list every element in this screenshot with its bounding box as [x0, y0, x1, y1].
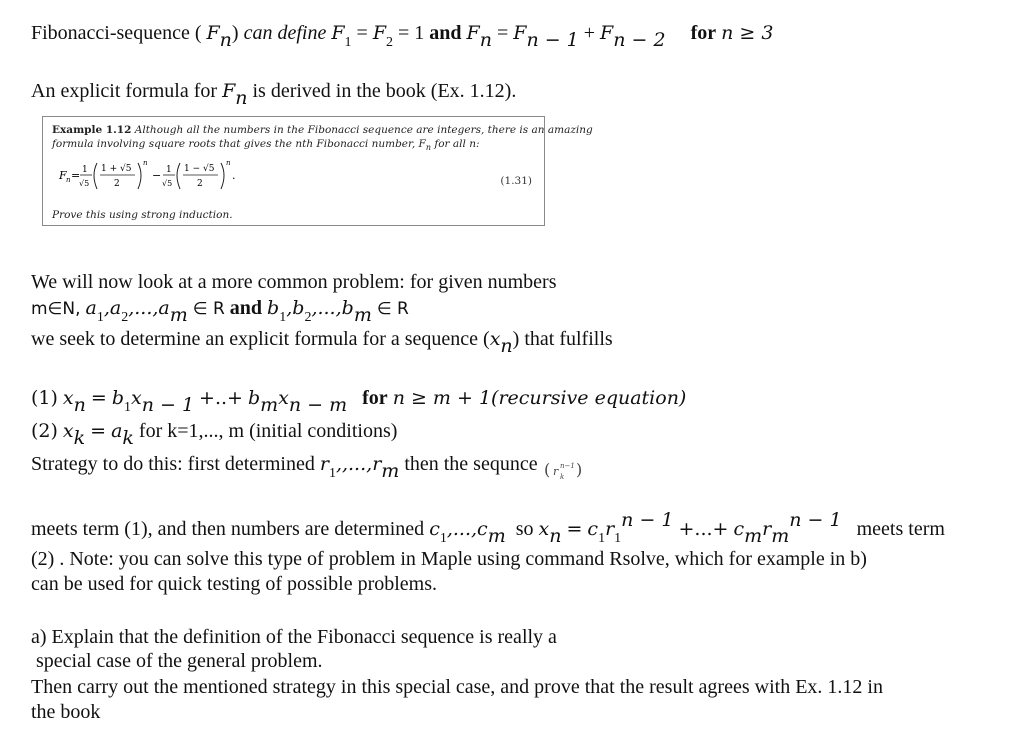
b-symbol-m: b — [341, 297, 354, 319]
para1-x-sub-n: n — [500, 335, 513, 357]
eq1-x: x — [62, 387, 74, 409]
svg-text:1: 1 — [82, 165, 88, 175]
strategy-rm: r — [372, 453, 382, 475]
eq2-number: (2) — [31, 420, 58, 442]
para1-and: and — [229, 297, 263, 319]
b-sub-m: m — [353, 304, 372, 326]
eq1-note: (recursive equation) — [491, 387, 687, 409]
para2-equals: = — [566, 518, 583, 540]
explicit-formula-line — [31, 80, 517, 109]
para2-line2: (2) . Note: you can solve this type of problem in Maple using command Rsolve, which for example in b) — [31, 548, 867, 570]
svg-text:n: n — [226, 159, 231, 167]
eq1-x-n-1: x — [130, 387, 142, 409]
binet-formula — [57, 157, 297, 197]
equation-1: (1) xn = $b_1xn - 1$ +..+ bmxn − m for n ≥ m + 1(recursive equation) — [31, 387, 687, 416]
eq2-sub-k: k — [73, 427, 86, 449]
fib-sub-n-1: n − 1 — [526, 29, 579, 51]
fibonacci-definition-line — [31, 22, 774, 51]
part-a-line4: the book — [31, 701, 101, 723]
strategy-r1: r — [319, 453, 329, 475]
a-sub-2: 2 — [121, 310, 129, 325]
equation-2 — [31, 420, 398, 449]
para2-meets: meets term (1), and then numbers are determined — [31, 518, 425, 540]
part-a-line1: a) Explain that the definition of the Fibonacci sequence is really a — [31, 626, 557, 648]
b-symbol: b — [267, 297, 280, 319]
explicit-n: n — [235, 87, 248, 109]
svg-text:n: n — [66, 176, 71, 184]
svg-text:): ) — [576, 460, 583, 479]
svg-text:1 + √5: 1 + √5 — [101, 164, 132, 174]
svg-text:2: 2 — [197, 179, 203, 189]
fib-F2: F — [372, 22, 386, 44]
a-symbol-m: a — [158, 297, 170, 319]
strategy-text: Strategy to do this: first determined — [31, 453, 315, 475]
example-header — [52, 124, 593, 136]
svg-text:F: F — [59, 169, 67, 182]
para1-line2: m∈N, $a_1,a_2,...,am$ ∈ R and $b_1,b_2,...,bm$ ∈ R — [31, 297, 409, 326]
eq2-rest: for k=1,..., m (initial conditions) — [138, 420, 398, 442]
svg-text:√5: √5 — [162, 179, 173, 188]
fib-prefix: Fibonacci-sequence ( — [31, 22, 202, 44]
eq1-x-n-m: x — [278, 387, 289, 409]
example-label: Example 1.12 — [52, 124, 132, 136]
eq1-b1: b — [111, 387, 124, 409]
svg-text:=: = — [71, 169, 81, 182]
fib-eq1: = — [356, 22, 368, 44]
svg-text:2: 2 — [114, 179, 120, 189]
para2-plusdots: +...+ — [678, 518, 729, 540]
para2-cm: c — [477, 518, 488, 540]
b-symbol-2: b — [292, 297, 305, 319]
svg-text:1 − √5: 1 − √5 — [184, 164, 215, 174]
fib-eq3: = — [496, 22, 509, 44]
svg-text:1: 1 — [166, 165, 172, 175]
part-a-line2: special case of the general problem. — [36, 650, 323, 672]
example-1-12-box — [42, 116, 593, 226]
eq1-bm: b — [247, 387, 261, 409]
eq2-a-sub-k: k — [122, 427, 134, 449]
para1-line3b: ) that fulfills — [512, 328, 613, 350]
para2-line3: can be used for quick testing of possible problems. — [31, 573, 438, 595]
fib-eq2: = 1 — [398, 22, 425, 44]
r-k-n-minus-1-symbol — [542, 457, 622, 483]
eq2-equals: = — [90, 420, 107, 442]
fib-close-paren: ) — [231, 22, 239, 44]
explicit-rest: is derived in the book (Ex. 1.12). — [252, 80, 517, 102]
eq1-plus-dots: +..+ — [199, 387, 243, 409]
strategy-line: Strategy to do this: first determined $r_1,,...,rm$ then the sequnce — [31, 453, 538, 482]
eq1-condition: n ≥ m + 1 — [392, 387, 492, 409]
explicit-F: F — [222, 80, 236, 102]
eq2-x: x — [62, 420, 74, 442]
para1-line1: We will now look at a more common problem: for given numbers — [31, 271, 557, 293]
fib-plus: + — [583, 22, 596, 44]
svg-text:n: n — [143, 159, 148, 167]
example-text-line2 — [52, 138, 480, 152]
fib-Fn: F — [466, 22, 480, 44]
eq2-a: a — [111, 420, 123, 442]
a-symbol: a — [85, 297, 97, 319]
a-sub-m: m — [169, 304, 188, 326]
para2-c1: c — [429, 518, 440, 540]
a-in-R: ∈ R — [192, 299, 225, 319]
fib-n-subscript: n — [219, 29, 232, 51]
fib-Fn2: F — [600, 22, 614, 44]
a-symbol-2: a — [109, 297, 122, 319]
b-sub-1: 1 — [279, 310, 287, 325]
eq1-number: (1) — [31, 387, 58, 409]
para1-line3 — [31, 328, 613, 357]
svg-text:−: − — [152, 169, 162, 182]
svg-text:r: r — [553, 465, 559, 478]
eq1-for: for — [362, 387, 388, 409]
svg-text:.: . — [232, 169, 236, 182]
example-footer: Prove this using strong induction. — [52, 209, 233, 221]
para2-x: x — [538, 518, 550, 540]
svg-text:n−1: n−1 — [560, 462, 575, 470]
fib-and: and — [429, 22, 462, 44]
eq1-equals: = — [90, 387, 107, 409]
para2-so: so — [515, 518, 534, 540]
strategy-dots: ,,..., — [335, 453, 373, 475]
svg-text:(: ( — [544, 460, 551, 479]
fib-condition: n ≥ 3 — [721, 22, 774, 44]
para1-x: x — [489, 328, 501, 350]
fib-sub-2: 2 — [386, 35, 393, 50]
fib-sub-1: 1 — [344, 35, 352, 50]
example-text2: formula involving square roots that gives the nth Fibonacci number, F — [52, 138, 426, 150]
m-in-N: m∈N, — [31, 299, 81, 319]
fib-for: for — [690, 22, 717, 44]
example-text-line1: Although all the numbers in the Fibonacci sequence are integers, there is an amazing — [134, 124, 593, 136]
fib-can-define: can define — [243, 22, 327, 44]
explicit-formula-text: An explicit formula for — [31, 80, 218, 102]
svg-text:√5: √5 — [79, 179, 90, 188]
para2-meets-term: meets term — [856, 518, 945, 540]
example-equation-number: (1.31) — [500, 175, 532, 187]
fib-F-symbol: F — [206, 22, 220, 44]
fib-Fn1: F — [513, 22, 527, 44]
fib-sub-n-2: n − 2 — [613, 29, 666, 51]
fib-sub-n: n — [479, 29, 492, 51]
para1-line3a: we seek to determine an explicit formula for a sequence ( — [31, 328, 490, 350]
example-text2-sub: n — [425, 143, 431, 153]
b-in-R: ∈ R — [376, 299, 409, 319]
svg-text:k: k — [560, 473, 565, 481]
fib-F1: F — [331, 22, 345, 44]
example-text2-end: for all n: — [434, 138, 480, 150]
a-sub-1: 1 — [96, 310, 104, 325]
part-a-line3: Then carry out the mentioned strategy in this special case, and prove that the result agrees with Ex. 1.12 in — [31, 676, 883, 698]
b-sub-2: 2 — [304, 310, 312, 325]
strategy-then: then the sequnce — [404, 453, 538, 475]
para2-line1: meets term (1), and then numbers are determined $c_1,...,cm$ so xn = $c_1r_1n - 1$ +...+ cmrmn − 1 meets term — [31, 509, 945, 547]
